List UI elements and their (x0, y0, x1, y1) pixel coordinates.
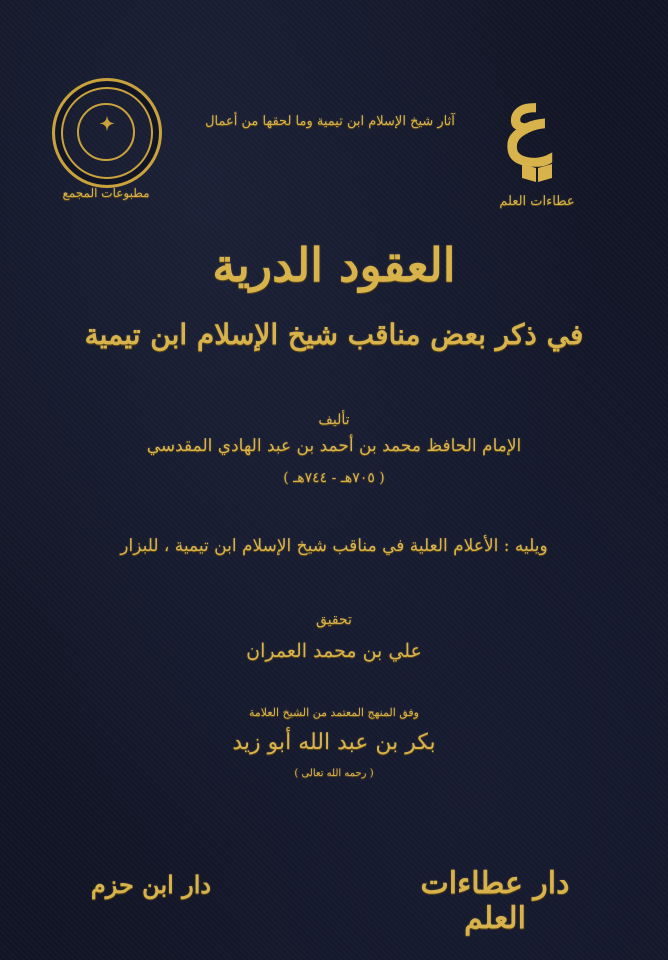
book-subtitle: في ذكر بعض مناقب شيخ الإسلام ابن تيمية (84, 318, 584, 351)
publisher-right: دار عطاءات العلم (420, 866, 570, 936)
logo-ain-glyph: ع (504, 71, 552, 165)
supervisor-note: ( رحمه الله تعالى ) (294, 768, 374, 779)
publisher-logo (492, 71, 582, 209)
open-book-icon (520, 160, 554, 184)
author-label: تأليف (318, 412, 350, 428)
seal-caption: مطبوعات المجمع (62, 186, 150, 200)
seal-emblem: ✦ (99, 114, 115, 135)
series-title: آثار شيخ الإسلام ابن تيمية وما لحقها من أعمال (205, 114, 455, 129)
academy-seal-logo (52, 78, 162, 188)
publisher-left: دار ابن حزم (90, 870, 212, 899)
author-name: الإمام الحافظ محمد بن أحمد بن عبد الهادي المقدسي (146, 436, 522, 456)
book-title: العقود الدرية (212, 238, 456, 292)
supervisor-name: بكر بن عبد الله أبو زيد (232, 730, 436, 755)
author-dates: ( ٧٠٥هـ - ٧٤٤هـ ) (283, 470, 385, 486)
appendix-line: ويليه : الأعلام العلية في مناقب شيخ الإسلام ابن تيمية ، للبزار (120, 536, 548, 556)
editor-name: علي بن محمد العمران (246, 640, 422, 662)
logo-caption: عطاءات العلم (499, 194, 575, 209)
editor-label: تحقيق (316, 612, 352, 628)
supervision-label: وفق المنهج المعتمد من الشيخ العلامة (249, 706, 419, 719)
